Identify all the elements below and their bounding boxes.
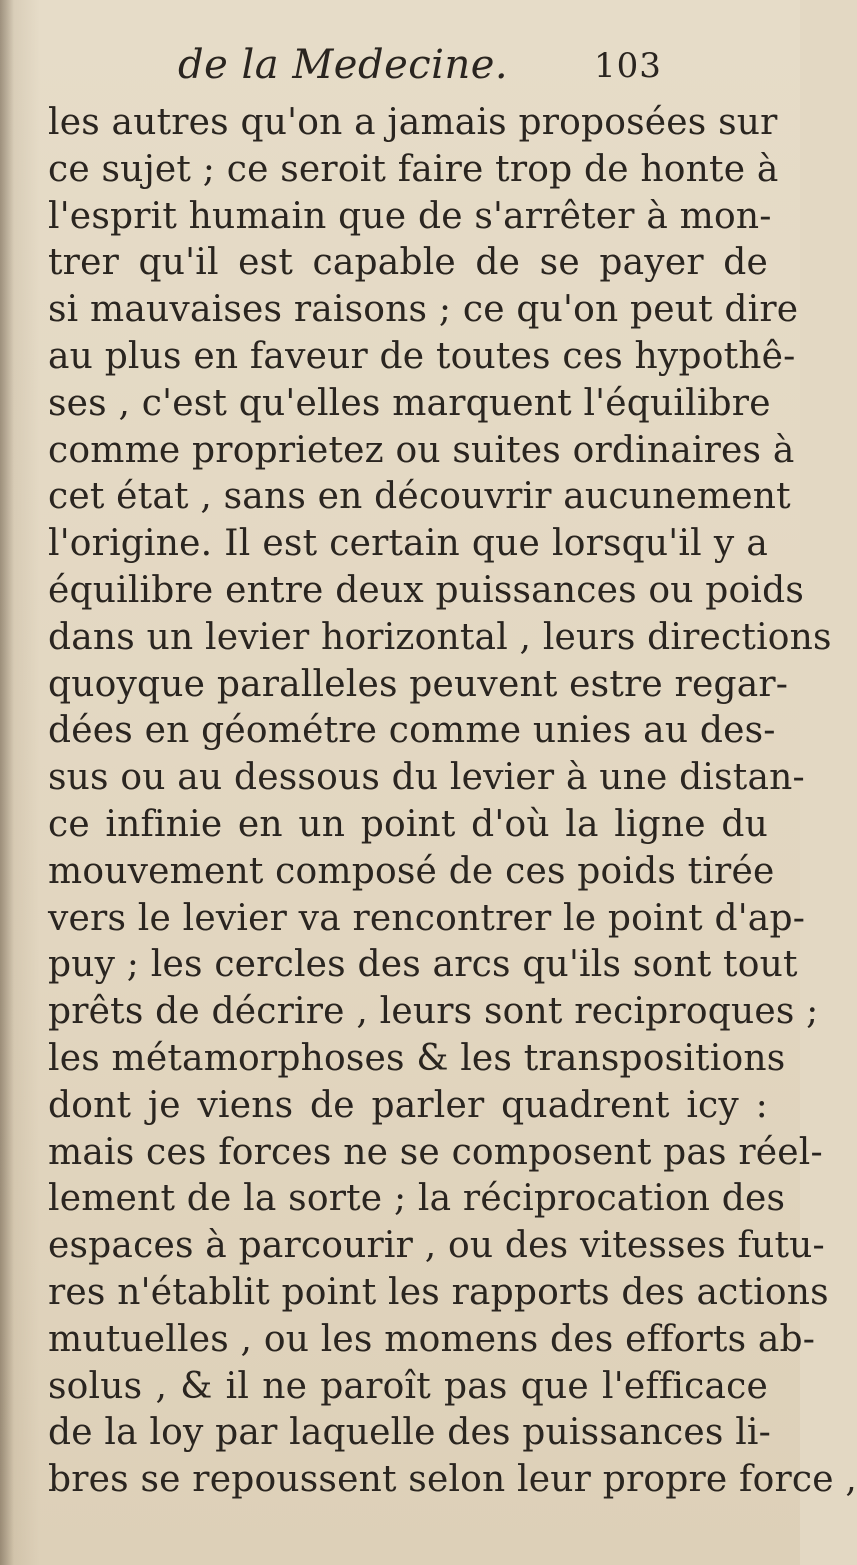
text-line: ses , c'est qu'elles marquent l'équilibre (48, 382, 771, 424)
text-line: sus ou au dessous du levier à une distan- (48, 757, 805, 799)
text-line: ce infinie en un point d'où la ligne du (48, 803, 768, 845)
text-line: puy ; les cercles des arcs qu'ils sont tout (48, 944, 798, 986)
text-line: dées en géométre comme unies au des- (48, 710, 776, 752)
text-line: comme proprietez ou suites ordinaires à (48, 429, 795, 471)
text-line: l'origine. Il est certain que lorsqu'il y a (48, 523, 768, 565)
text-line: quoyque paralleles peuvent estre regar- (48, 663, 789, 705)
text-line: mais ces forces ne se composent pas réel- (48, 1131, 823, 1173)
text-line: ce sujet ; ce seroit faire trop de honte à (48, 148, 779, 190)
text-line: les métamorphoses & les transpositions (48, 1037, 786, 1079)
text-line: lement de la sorte ; la réciprocation des (48, 1178, 786, 1220)
text-line: bres se repoussent selon leur propre force , (48, 1459, 857, 1501)
text-line: espaces à parcourir , ou des vitesses futu- (48, 1225, 825, 1267)
text-line: si mauvaises raisons ; ce qu'on peut dire (48, 289, 799, 331)
text-line: les autres qu'on a jamais proposées sur (48, 102, 778, 143)
page-header (0, 42, 800, 102)
text-line: équilibre entre deux puissances ou poids (48, 569, 805, 611)
text-line: dont je viens de parler quadrent icy : (48, 1084, 768, 1126)
text-line: mutuelles , ou les momens des efforts ab- (48, 1318, 816, 1360)
text-line: l'esprit humain que de s'arrêter à mon- (48, 195, 772, 237)
text-line: mouvement composé de ces poids tirée (48, 850, 775, 892)
text-line: prêts de décrire , leurs sont reciproques ; (48, 991, 819, 1033)
text-line: trer qu'il est capable de se payer de (48, 242, 768, 284)
text-line: cet état , sans en découvrir aucunement (48, 476, 791, 518)
text-line: dans un levier horizontal , leurs directions (48, 616, 832, 658)
text-line: solus , & il ne paroît pas que l'efficace (48, 1365, 768, 1407)
page-number: 103 (594, 46, 662, 86)
text-line: res n'établit point les rapports des actions (48, 1271, 829, 1313)
text-line: vers le levier va rencontrer le point d'ap- (48, 897, 806, 939)
text-line: au plus en faveur de toutes ces hypothê- (48, 335, 796, 377)
text-line: de la loy par laquelle des puissances li- (48, 1412, 772, 1454)
page-gutter-shadow (0, 0, 14, 1565)
body-text (48, 100, 857, 1504)
running-head: de la Medecine. (178, 42, 509, 88)
